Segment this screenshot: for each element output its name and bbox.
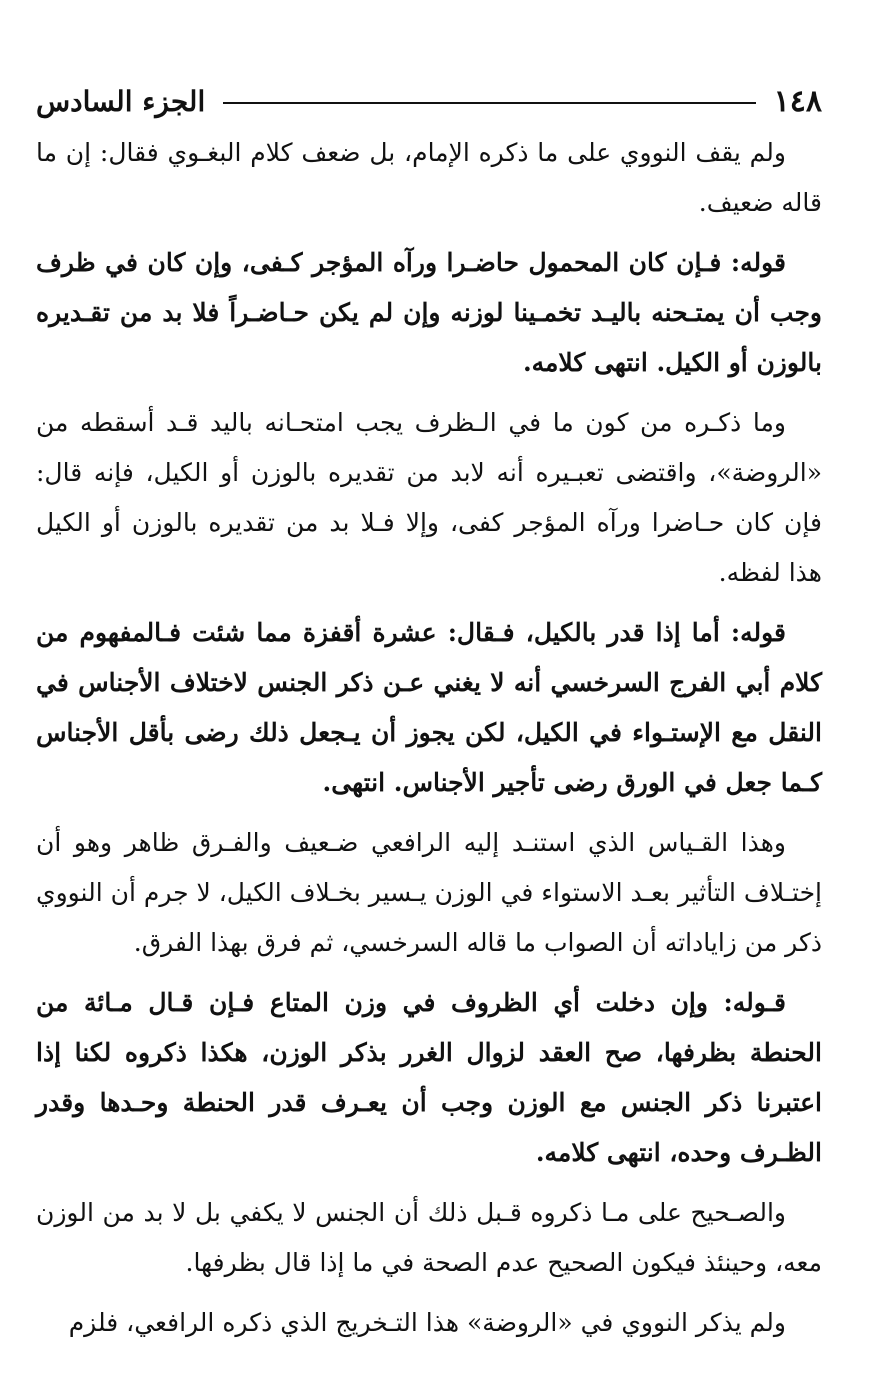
paragraph-3: وما ذكـره من كون ما في الـظرف يجب امتحـانه باليد قـد أسقطه من «الروضة»، واقتضى تعبـيره أنه لابد من تقديره بالوزن أو الكيل، فإنه قال: فإن كان حـاضرا ورآه المؤجر كفى، وإلا فـلا بد من تقديره بالوزن أو الكيل هذا لفظه.	[36, 408, 822, 587]
page-number: ١٤٨	[773, 83, 822, 119]
paragraph-1: ولم يقف النووي على ما ذكره الإمام، بل ضعف كلام البغـوي فقال: إن ما قاله ضعيف.	[36, 138, 822, 217]
body-text	[36, 128, 822, 1348]
paragraph-6-quote: قـوله: وإن دخلت أي الظروف في وزن المتاع فـإن قـال مـائة من الحنطة بظرفها، صح العقد لزوال الغرر بذكر الوزن، هكذا ذكروه لكنا إذا اعتبرنا ذكر الجنس مع الوزن وجب أن يعـرف قدر الحنطة وحـدها وقدر الظـرف وحده، انتهى كلامه.	[36, 988, 822, 1167]
part-title: الجزء السادس	[36, 84, 206, 118]
paragraph-4-quote: قوله: أما إذا قدر بالكيل، فـقال: عشرة أقفزة مما شئت فـالمفهوم من كلام أبي الفرج السرخسي أنه لا يغني عـن ذكر الجنس لاختلاف الأجناس في النقل مع الإستـواء في الكيل، لكن يجوز أن يـجعل ذلك رضى بأقل الأجناس كـما جعل في الورق رضى تأجير الأجناس. انتهى.	[36, 618, 822, 797]
page-header	[36, 80, 822, 122]
paragraph-8: ولم يذكر النووي في «الروضة» هذا التـخريج الذي ذكره الرافعي، فلزم	[68, 1308, 786, 1337]
paragraph-7: والصـحيح على مـا ذكروه قـبل ذلك أن الجنس لا يكفي بل لا بد من الوزن معه، وحينئذ فيكون الصحيح عدم الصحة في ما إذا قال بظرفها.	[36, 1198, 822, 1277]
header-rule	[223, 102, 755, 104]
paragraph-2-quote: قوله: فـإن كان المحمول حاضـرا ورآه المؤجر كـفى، وإن كان في ظرف وجب أن يمتـحنه باليـد تخمـينا لوزنه وإن لم يكن حـاضـراً فلا بد من تقـديره بالوزن أو الكيل. انتهى كلامه.	[36, 248, 822, 377]
book-page	[36, 80, 822, 1358]
paragraph-5: وهذا القـياس الذي استنـد إليه الرافعي ضـعيف والفـرق ظاهر وهو أن إختـلاف التأثير بعـد الاستواء في الوزن يـسير بخـلاف الكيل، لا جرم أن النووي ذكر من زاياداته أن الصواب ما قاله السرخسي، ثم فرق بهذا الفرق.	[36, 828, 822, 957]
